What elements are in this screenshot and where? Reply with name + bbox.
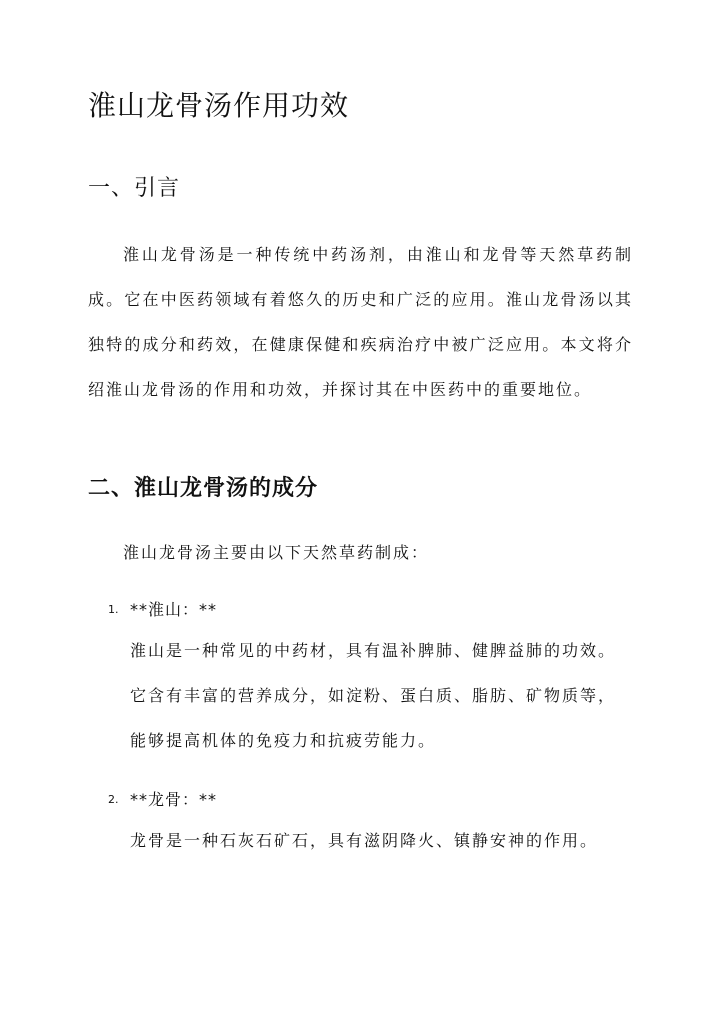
ingredients-lead-text: 淮山龙骨汤主要由以下天然草药制成： bbox=[123, 543, 430, 562]
section-heading-introduction: 一、引言 bbox=[88, 176, 181, 201]
section-heading-ingredients: 二、淮山龙骨汤的成分 bbox=[88, 476, 319, 501]
list-item-number: 2. bbox=[108, 793, 119, 806]
list-item-title: **龙骨：** bbox=[130, 790, 218, 809]
list-item-number: 1. bbox=[108, 603, 119, 616]
document-title: 淮山龙骨汤作用功效 bbox=[88, 89, 350, 122]
list-item-body: 淮山是一种常见的中药材，具有温补脾肺、健脾益肺的功效。它含有丰富的营养成分，如淀粉、蛋白质、脂肪、矿物质等，能够提高机体的免疫力和抗疲劳能力。 bbox=[130, 641, 617, 750]
list-item-title: **淮山：** bbox=[130, 600, 218, 619]
list-item-body: 龙骨是一种石灰石矿石，具有滋阴降火、镇静安神的作用。 bbox=[130, 831, 599, 850]
introduction-paragraph: 淮山龙骨汤是一种传统中药汤剂，由淮山和龙骨等天然草药制成。它在中医药领域有着悠久的历史和广泛的应用。淮山龙骨汤以其独特的成分和药效，在健康保健和疾病治疗中被广泛应用。本文将介绍淮山龙骨汤的作用和功效，并探讨其在中医药中的重要地位。 bbox=[88, 245, 633, 399]
